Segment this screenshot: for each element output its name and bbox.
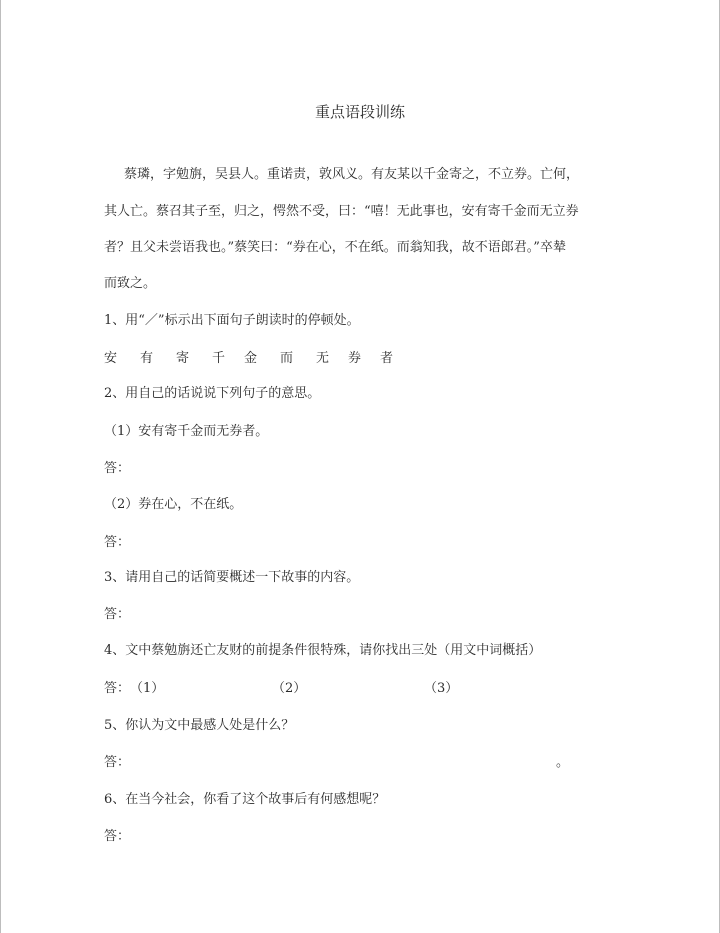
question-1: 1、用“／”标示出下面句子朗读时的停顿处。	[104, 313, 360, 328]
question-5: 5、你认为文中最感人处是什么？	[104, 718, 295, 733]
blank-3: （3）	[424, 681, 459, 696]
blank-1: （1）	[130, 681, 165, 696]
blank-2: （2）	[272, 681, 307, 696]
question-2-part-1: （1）安有寄千金而无券者。	[104, 424, 269, 439]
question-6: 6、在当今社会，你看了这个故事后有何感想呢？	[104, 792, 386, 807]
pause-char: 者	[380, 351, 394, 366]
page-border-left	[0, 0, 1, 933]
answer-label: 答：	[104, 681, 131, 696]
passage-line-2: 其人亡。蔡召其子至，归之，愕然不受，曰：“嘻！无此事也，安有寄千金而无立券	[104, 204, 579, 219]
answer-label: 答：	[104, 755, 131, 770]
pause-char: 安	[104, 351, 118, 366]
pause-char: 寄	[176, 351, 190, 366]
answer-label: 答：	[104, 535, 131, 550]
page-title: 重点语段训练	[314, 103, 405, 121]
pause-char: 无	[316, 351, 330, 366]
pause-char: 券	[348, 351, 362, 366]
pause-char: 而	[280, 351, 294, 366]
answer-label: 答：	[104, 607, 131, 622]
pause-char: 有	[140, 351, 154, 366]
passage-line-1: 蔡璘，字勉旃，吴县人。重诺责，敦风义。有友某以千金寄之，不立券。亡何，	[124, 167, 580, 182]
answer-end-mark: 。	[556, 755, 570, 770]
answer-label: 答：	[104, 461, 131, 476]
passage-line-4: 而致之。	[104, 276, 157, 291]
question-3: 3、请用自己的话简要概述一下故事的内容。	[104, 570, 360, 585]
answer-label: 答：	[104, 829, 131, 844]
pause-char: 千	[212, 351, 226, 366]
question-2-part-2: （2）券在心，不在纸。	[104, 497, 243, 512]
question-4: 4、文中蔡勉旃还亡友财的前提条件很特殊，请你找出三处（用文中词概括）	[104, 643, 542, 658]
pause-char: 金	[244, 351, 258, 366]
question-2: 2、用自己的话说说下列句子的意思。	[104, 386, 321, 401]
passage-line-3: 者？且父未尝语我也。”蔡笑曰：“券在心，不在纸。而翁知我，故不语郎君。”卒辇	[104, 240, 566, 255]
